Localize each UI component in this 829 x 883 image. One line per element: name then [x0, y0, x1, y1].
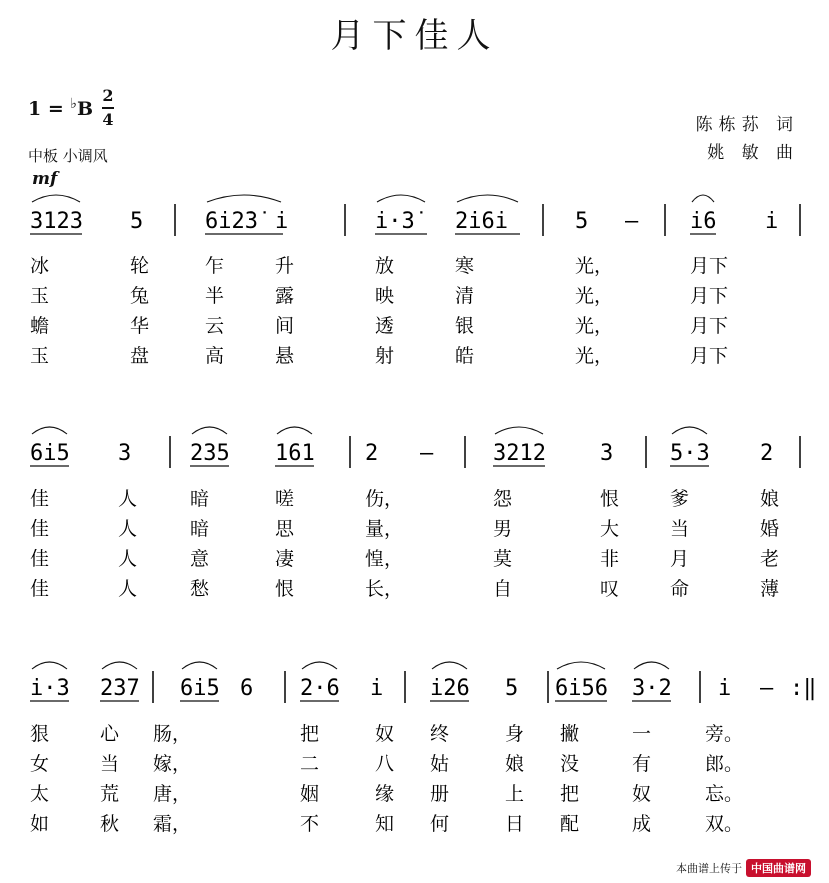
lyric-syllable: 女 — [30, 753, 50, 775]
lyric-syllable: 男 — [493, 518, 513, 540]
note-group: 235 — [190, 441, 230, 466]
lyric-syllable: 日 — [505, 813, 525, 835]
lyric-syllable: 何 — [430, 813, 450, 835]
note-group: 161 — [275, 441, 315, 466]
lyric-syllable: 怨 — [493, 488, 513, 510]
song-title: 月下佳人 — [330, 16, 499, 56]
lyric-syllable: 肠， — [153, 723, 192, 745]
lyric-syllable: 老 — [760, 548, 780, 570]
lyric-syllable: 人 — [118, 548, 138, 570]
slur-arc — [495, 427, 543, 434]
meter-top: 2 — [102, 86, 114, 105]
key-tonic: B — [76, 98, 94, 120]
lyric-syllable: 身 — [505, 723, 525, 745]
note-group: 2 — [365, 441, 379, 466]
lyric-syllable: 寒 — [455, 255, 475, 277]
lyric-syllable: 大 — [600, 518, 620, 540]
note-group: 3123 — [30, 209, 83, 234]
lyric-syllable: 册 — [430, 783, 450, 805]
lyric-syllable: 暗 — [190, 488, 210, 510]
note-group: 5·3 — [670, 441, 710, 466]
lyric-syllable: 轮 — [130, 255, 150, 277]
lyric-syllable: 一 — [632, 723, 652, 745]
lyric-syllable: 人 — [118, 578, 138, 600]
lyric-syllable: 爹 — [670, 488, 690, 510]
slur-arc — [32, 427, 67, 434]
note-group: 5 — [575, 209, 589, 234]
lyric-syllable: 上 — [505, 783, 525, 805]
slur-arc — [192, 427, 227, 434]
lyric-syllable: 银 — [455, 315, 475, 337]
lyric-syllable: 叹 — [600, 578, 620, 600]
note-group: i — [370, 676, 384, 701]
note-group: 3 — [600, 441, 614, 466]
note-group: 2̇i6i — [455, 209, 508, 234]
lyric-syllable: 非 — [600, 548, 620, 570]
slur-arc — [182, 662, 217, 669]
lyric-syllable: 暗 — [190, 518, 210, 540]
footer-text: 本曲谱上传于 — [676, 862, 742, 875]
lyric-syllable: 光， — [575, 285, 614, 307]
note-group: 5 — [505, 676, 519, 701]
site-logo: 中国曲谱网 — [746, 859, 811, 877]
lyric-syllable: 恨 — [275, 578, 295, 600]
note-group: 6i56 — [555, 676, 608, 701]
note-group: i26 — [430, 676, 470, 701]
meter-bottom: 4 — [102, 110, 114, 129]
lyric-syllable: 太 — [30, 783, 50, 805]
slur-arc — [457, 195, 518, 202]
slur-arc — [377, 195, 425, 202]
slur-arc — [432, 662, 467, 669]
note-group: 3 — [118, 441, 132, 466]
lyric-syllable: 佳 — [30, 548, 50, 570]
lyric-syllable: 命 — [670, 578, 690, 600]
lyric-syllable: 月 — [670, 548, 690, 570]
lyric-syllable: 佳 — [30, 518, 50, 540]
lyric-syllable: 月下 — [690, 315, 729, 337]
lyric-syllable: 把 — [300, 723, 320, 745]
note-group: :‖ — [790, 676, 817, 701]
slur-arc — [634, 662, 669, 669]
note-group: 237 — [100, 676, 140, 701]
lyric-syllable: 莫 — [493, 548, 513, 570]
lyric-syllable: 奴 — [632, 783, 652, 805]
note-group: – — [420, 441, 434, 466]
lyric-syllable: 旁。 — [705, 723, 744, 745]
lyric-syllable: 姻 — [300, 783, 320, 805]
lyric-syllable: 盘 — [130, 345, 150, 367]
note-group: i — [765, 209, 779, 234]
lyric-syllable: 量， — [365, 518, 404, 540]
lyric-syllable: 人 — [118, 518, 138, 540]
note-group: i·3 — [30, 676, 70, 701]
composer-credit: 姚 敏 曲 — [707, 143, 799, 163]
lyric-syllable: 悬 — [275, 345, 295, 367]
lyric-syllable: 佳 — [30, 488, 50, 510]
slur-arc — [692, 195, 714, 202]
lyric-syllable: 月下 — [690, 345, 729, 367]
lyric-syllable: 云 — [205, 315, 225, 337]
note-group: – — [760, 676, 774, 701]
slur-arc — [102, 662, 137, 669]
note-group: 6 — [240, 676, 254, 701]
footer — [676, 859, 811, 877]
note-group: 6i5 — [30, 441, 70, 466]
lyric-syllable: 唐， — [153, 783, 192, 805]
note-group: – — [625, 209, 639, 234]
lyric-syllable: 恨 — [600, 488, 620, 510]
lyric-syllable: 间 — [275, 315, 295, 337]
lyric-syllable: 配 — [560, 813, 580, 835]
lyric-syllable: 忘。 — [705, 783, 744, 805]
lyric-syllable: 伤， — [365, 488, 404, 510]
lyric-syllable: 当 — [100, 753, 120, 775]
lyric-syllable: 佳 — [30, 578, 50, 600]
lyric-syllable: 成 — [632, 813, 652, 835]
lyric-syllable: 娘 — [760, 488, 780, 510]
lyric-syllable: 透 — [375, 315, 395, 337]
lyric-syllable: 光， — [575, 345, 614, 367]
tempo-marking: 中板 小调风 — [28, 147, 108, 165]
lyric-syllable: 月下 — [690, 285, 729, 307]
lyric-syllable: 知 — [375, 813, 395, 835]
note-group: 5 — [130, 209, 144, 234]
note-group: i·3̇ — [375, 209, 415, 234]
note-group: i6 — [690, 209, 717, 234]
lyric-syllable: 乍 — [205, 255, 225, 277]
lyric-syllable: 心 — [100, 723, 120, 745]
lyric-syllable: 放 — [375, 255, 395, 277]
lyric-syllable: 姑 — [430, 753, 450, 775]
slur-arc — [672, 427, 707, 434]
dynamic-marking: mf — [32, 169, 58, 189]
lyric-syllable: 缘 — [375, 783, 395, 805]
slur-arc — [557, 662, 605, 669]
lyric-syllable: 光， — [575, 315, 614, 337]
lyric-syllable: 霜， — [153, 813, 192, 835]
lyric-syllable: 愁 — [190, 578, 210, 600]
lyric-syllable: 兔 — [130, 285, 150, 307]
key-label: 1 = — [28, 98, 71, 120]
lyric-syllable: 嗟 — [275, 488, 295, 510]
lyric-syllable: 不 — [300, 813, 320, 835]
lyric-syllable: 冰 — [30, 255, 50, 277]
lyric-syllable: 郎。 — [705, 753, 744, 775]
lyric-syllable: 玉 — [30, 345, 50, 367]
lyric-syllable: 思 — [275, 518, 295, 540]
lyric-syllable: 皓 — [455, 345, 475, 367]
note-group: i — [275, 209, 289, 234]
slur-arc — [207, 195, 281, 202]
slur-arc — [32, 195, 80, 202]
lyric-syllable: 奴 — [375, 723, 395, 745]
lyric-syllable: 薄 — [760, 578, 780, 600]
note-group: 3·2 — [632, 676, 672, 701]
lyric-syllable: 惶， — [365, 548, 404, 570]
note-group: 2 — [760, 441, 774, 466]
lyric-syllable: 嫁， — [153, 753, 192, 775]
slur-arc — [32, 662, 67, 669]
lyric-syllable: 八 — [375, 753, 395, 775]
lyric-syllable: 婚 — [760, 518, 780, 540]
note-group: 6i5 — [180, 676, 220, 701]
lyric-syllable: 有 — [632, 753, 652, 775]
flat-symbol: ♭ — [70, 96, 77, 112]
lyric-syllable: 映 — [375, 285, 395, 307]
lyric-syllable: 升 — [275, 255, 295, 277]
lyric-syllable: 高 — [205, 345, 225, 367]
note-group: i — [718, 676, 732, 701]
lyric-syllable: 如 — [30, 813, 50, 835]
lyric-syllable: 自 — [493, 578, 513, 600]
lyric-syllable: 凄 — [275, 548, 295, 570]
note-group: 6i2̇3̇ — [205, 209, 258, 234]
lyric-syllable: 秋 — [100, 813, 120, 835]
lyric-syllable: 意 — [190, 548, 210, 570]
lyricist-credit: 陈栋荪 词 — [695, 115, 799, 135]
lyric-syllable: 射 — [375, 345, 395, 367]
lyric-syllable: 当 — [670, 518, 690, 540]
lyric-syllable: 人 — [118, 488, 138, 510]
note-group: 2·6 — [300, 676, 340, 701]
lyric-syllable: 露 — [275, 285, 295, 307]
lyric-syllable: 娘 — [505, 753, 525, 775]
lyric-syllable: 撇 — [560, 723, 580, 745]
lyric-syllable: 玉 — [30, 285, 50, 307]
lyric-syllable: 半 — [205, 285, 225, 307]
lyric-syllable: 没 — [560, 753, 580, 775]
slur-arc — [302, 662, 337, 669]
lyric-syllable: 把 — [560, 783, 580, 805]
lyric-syllable: 光， — [575, 255, 614, 277]
lyric-syllable: 蟾 — [30, 315, 50, 337]
lyric-syllable: 华 — [130, 315, 150, 337]
slur-arc — [277, 427, 312, 434]
lyric-syllable: 终 — [430, 723, 450, 745]
lyric-syllable: 二 — [300, 753, 320, 775]
lyric-syllable: 月下 — [690, 255, 729, 277]
lyric-syllable: 双。 — [705, 813, 744, 835]
note-group: 3212 — [493, 441, 546, 466]
lyric-syllable: 清 — [455, 285, 475, 307]
lyric-syllable: 荒 — [100, 783, 120, 805]
lyric-syllable: 长， — [365, 578, 404, 600]
lyric-syllable: 狠 — [30, 723, 50, 745]
